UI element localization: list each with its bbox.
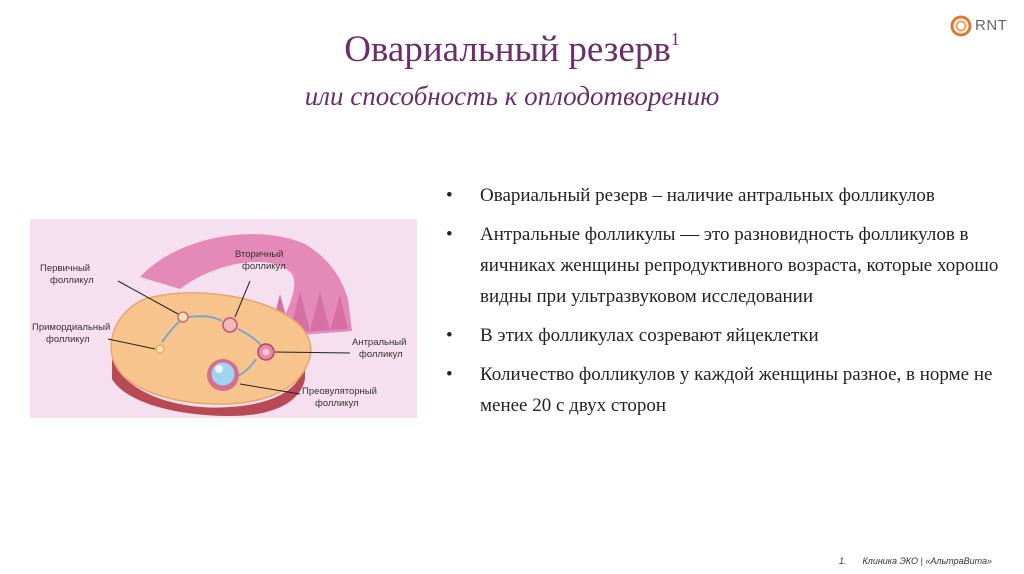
- bullet-text: Антральные фолликулы — это разновидность фолликулов в яичниках женщины репродуктивного возраста, которые хорошо видны при ультразвуковом исследовании: [480, 224, 999, 307]
- bullet-list: [446, 180, 1006, 429]
- bullet-dot: •: [446, 364, 453, 385]
- bullet-dot: •: [446, 224, 453, 245]
- bullet-text: В этих фолликулах созревают яйцеклетки: [480, 325, 819, 346]
- follicle-diagram: [30, 219, 417, 418]
- bullet-text: Количество фолликулов у каждой женщины разное, в норме не менее 20 с двух сторон: [480, 364, 993, 416]
- bullet-item: [446, 359, 1006, 421]
- primordial-follicle: [156, 345, 164, 353]
- rnt-logo-text: RNT: [975, 17, 1008, 34]
- secondary-follicle: [223, 318, 237, 332]
- bullet-item: [446, 180, 1006, 211]
- label-primary-2: фолликул: [50, 275, 94, 286]
- rnt-logo: [949, 14, 1015, 42]
- title-footnote-mark: 1: [670, 29, 680, 49]
- bullet-text: Овариальный резерв – наличие антральных фолликулов: [480, 185, 935, 206]
- bullet-dot: •: [446, 185, 453, 206]
- label-secondary-2: фолликул: [242, 261, 286, 272]
- label-primary-1: Первичный: [40, 263, 91, 274]
- bullet-item: [446, 320, 1006, 351]
- footnote: [839, 556, 992, 566]
- label-antral-1: Антральный: [352, 337, 407, 348]
- footnote-number: 1.: [838, 556, 847, 566]
- label-preovulatory-1: Преовуляторный: [302, 386, 377, 397]
- preovulatory-oocyte: [215, 365, 223, 373]
- footnote-text: Клиника ЭКО | «АльтраВита»: [862, 556, 992, 566]
- preovulatory-follicle-antrum: [212, 363, 235, 386]
- label-primordial-1: Примордиальный: [32, 322, 111, 333]
- label-preovulatory-2: фолликул: [315, 398, 359, 409]
- slide-subtitle: или способность к оплодотворению: [304, 81, 720, 111]
- slide-title: [0, 14, 1024, 75]
- antral-follicle-cavity: [263, 349, 270, 356]
- bullet-dot: •: [446, 325, 453, 346]
- label-primordial-2: фолликул: [46, 334, 90, 345]
- rnt-logo-icon: [949, 14, 973, 38]
- label-secondary-1: Вторичный: [235, 249, 284, 260]
- slide-title-text: Овариальный резерв: [344, 29, 671, 70]
- bullet-item: [446, 219, 1006, 312]
- label-antral-2: фолликул: [359, 349, 403, 360]
- primary-follicle: [178, 312, 188, 322]
